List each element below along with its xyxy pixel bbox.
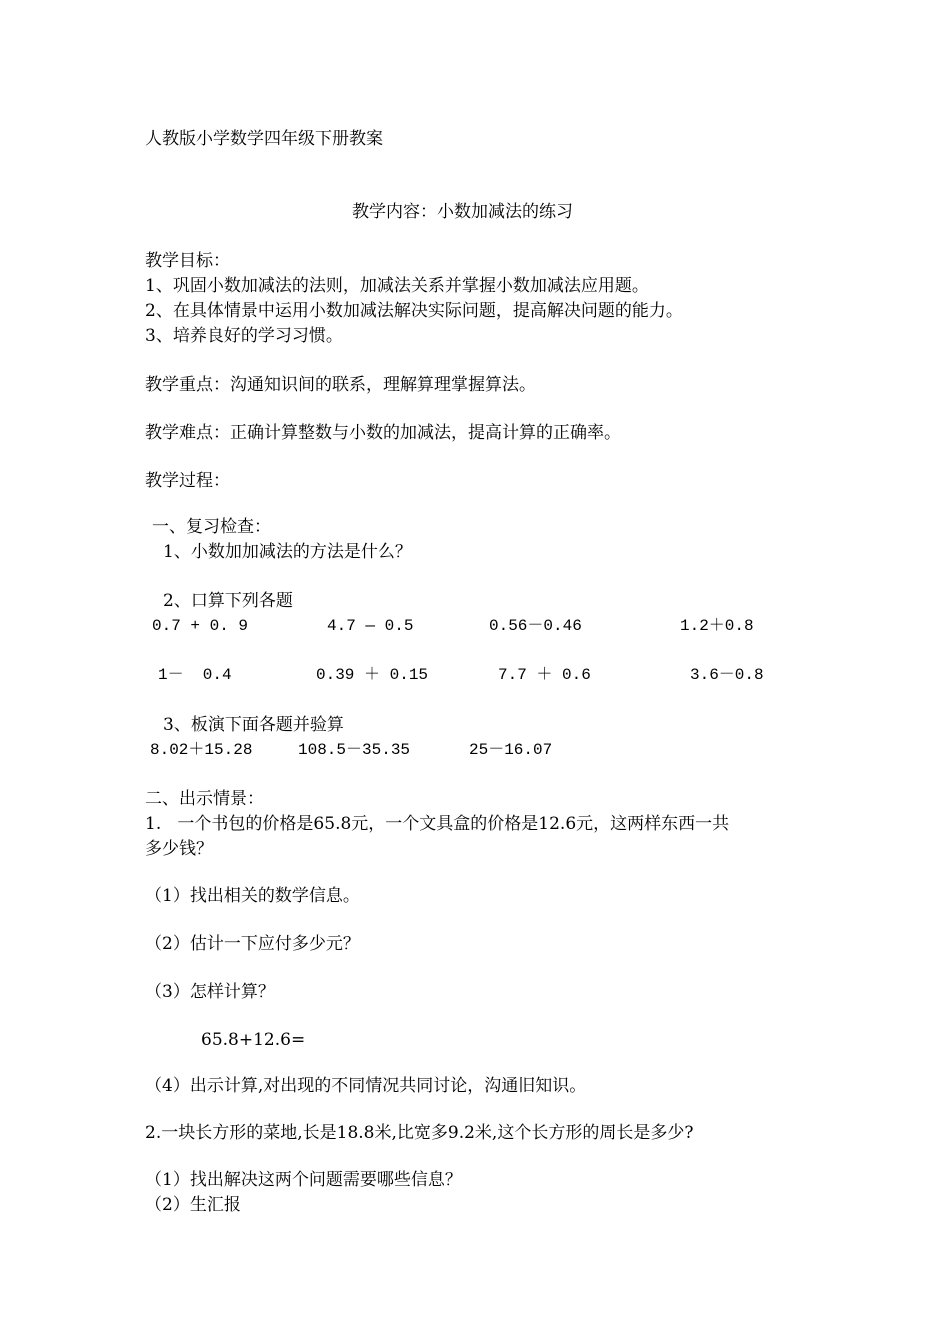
process-heading: 教学过程： bbox=[145, 471, 230, 491]
oral-calc-item: 1－ 0.4 bbox=[158, 666, 232, 684]
oral-calc-item: 0.56－0.46 bbox=[489, 617, 582, 635]
problem-2-text: 2.一块长方形的菜地,长是18.8米,比宽多9.2米,这个长方形的周长是多少? bbox=[145, 1123, 694, 1143]
difficulty: 教学难点：正确计算整数与小数的加减法，提高计算的正确率。 bbox=[145, 423, 621, 443]
step-2: （2）估计一下应付多少元？ bbox=[145, 934, 360, 954]
objective-item: 2、在具体情景中运用小数加减法解决实际问题，提高解决问题的能力。 bbox=[145, 301, 683, 321]
oral-calc-item: 3.6－0.8 bbox=[690, 666, 764, 684]
scenario-heading: 二、出示情景： bbox=[145, 789, 264, 809]
objectives-heading: 教学目标： bbox=[145, 251, 230, 271]
content-title: 教学内容：小数加减法的练习 bbox=[352, 202, 573, 222]
oral-calc-heading: 2、口算下列各题 bbox=[163, 591, 293, 611]
problem-1-text-cont: 多少钱？ bbox=[145, 839, 213, 859]
oral-calc-item: 1.2＋0.8 bbox=[680, 617, 754, 635]
objective-item: 3、培养良好的学习习惯。 bbox=[145, 326, 343, 346]
step-1: （1）找出相关的数学信息。 bbox=[145, 886, 360, 906]
expression: 65.8+12.6= bbox=[201, 1030, 306, 1050]
board-calc-item: 108.5－35.35 bbox=[298, 741, 411, 759]
oral-calc-item: 4.7 — 0.5 bbox=[327, 617, 414, 635]
step-4: （4）出示计算,对出现的不同情况共同讨论，沟通旧知识。 bbox=[145, 1076, 587, 1096]
objective-item: 1、巩固小数加减法的法则，加减法关系并掌握小数加减法应用题。 bbox=[145, 276, 649, 296]
oral-calc-item: 0.7 + 0. 9 bbox=[152, 617, 249, 635]
problem-2-step-2: （2）生汇报 bbox=[145, 1195, 241, 1215]
review-heading: 一、复习检查： bbox=[152, 517, 271, 537]
step-3: （3）怎样计算？ bbox=[145, 982, 275, 1002]
board-calc-item: 8.02＋15.28 bbox=[150, 741, 253, 759]
review-question-1: 1、小数加加减法的方法是什么？ bbox=[163, 542, 412, 562]
problem-1-text: 1. 一个书包的价格是65.8元，一个文具盒的价格是12.6元，这两样东西一共 bbox=[145, 814, 730, 834]
oral-calc-item: 0.39 ＋ 0.15 bbox=[316, 666, 429, 684]
problem-2-step-1: （1）找出解决这两个问题需要哪些信息？ bbox=[145, 1170, 462, 1190]
board-calc-heading: 3、板演下面各题并验算 bbox=[163, 715, 344, 735]
key-point: 教学重点：沟通知识间的联系，理解算理掌握算法。 bbox=[145, 375, 536, 395]
document-title: 人教版小学数学四年级下册教案 bbox=[145, 129, 383, 149]
board-calc-item: 25－16.07 bbox=[469, 741, 553, 759]
oral-calc-item: 7.7 ＋ 0.6 bbox=[498, 666, 591, 684]
